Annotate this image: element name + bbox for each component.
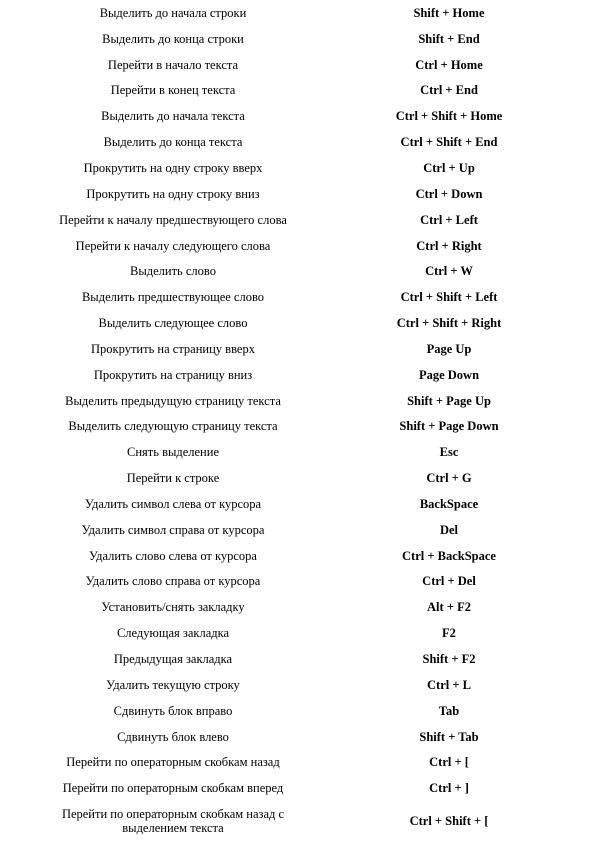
action-cell: Перейти к началу следующего слова	[75, 238, 271, 253]
action-cell: Перейти по операторным скобкам вперед	[62, 781, 284, 796]
table-row	[0, 569, 600, 595]
action-cell: Выделить до конца текста	[103, 135, 243, 150]
shortcut-cell: Shift + F2	[422, 652, 476, 667]
table-row	[0, 801, 600, 841]
table-row	[0, 414, 600, 440]
action-cell: Сдвинуть блок влево	[117, 729, 229, 744]
action-cell: Выделить до начала текста	[101, 109, 245, 124]
shortcut-cell: Page Up	[426, 341, 472, 356]
table-row	[0, 207, 600, 233]
action-cell: Выделить следующее слово	[98, 316, 248, 331]
table-row	[0, 465, 600, 491]
shortcut-cell: Ctrl + Shift + Left	[400, 290, 498, 305]
table-row	[0, 336, 600, 362]
table-row	[0, 0, 600, 26]
action-cell: Перейти в начало текста	[107, 57, 239, 72]
shortcut-cell: BackSpace	[419, 496, 479, 511]
table-row	[0, 620, 600, 646]
action-cell: Снять выделение	[127, 445, 219, 460]
action-cell: Выделить предыдущую страницу текста	[65, 393, 281, 408]
shortcut-cell: Ctrl + L	[427, 677, 471, 692]
shortcut-cell: Shift + Tab	[419, 729, 479, 744]
action-cell: Удалить символ слева от курсора	[84, 496, 262, 511]
shortcut-cell: Esc	[439, 445, 459, 460]
table-row	[0, 543, 600, 569]
action-cell: Удалить символ справа от курсора	[81, 522, 265, 537]
table-row	[0, 181, 600, 207]
action-cell: Удалить слово слева от курсора	[89, 548, 257, 563]
table-row	[0, 310, 600, 336]
shortcut-cell: Page Down	[418, 367, 480, 382]
shortcut-cell: Ctrl + ]	[429, 781, 469, 796]
action-cell: Установить/снять закладку	[101, 600, 245, 615]
shortcut-cell: Ctrl + W	[425, 264, 473, 279]
action-cell: Удалить слово справа от курсора	[85, 574, 261, 589]
table-row	[0, 129, 600, 155]
shortcut-cell: Ctrl + G	[426, 471, 472, 486]
shortcut-cell: Shift + Page Up	[407, 393, 491, 408]
action-cell: Следующая закладка	[116, 626, 230, 641]
table-row	[0, 749, 600, 775]
action-cell: Сдвинуть блок вправо	[113, 703, 233, 718]
action-cell: Перейти к началу предшествующего слова	[59, 212, 287, 227]
shortcut-cell: Ctrl + End	[420, 83, 478, 98]
table-row	[0, 258, 600, 284]
shortcut-cell: Del	[439, 522, 459, 537]
action-cell: Перейти по операторным скобкам назад	[66, 755, 280, 770]
shortcut-cell: Shift + Page Down	[399, 419, 499, 434]
action-cell: Выделить слово	[130, 264, 216, 279]
action-cell: Перейти к строке	[126, 471, 220, 486]
shortcut-cell: Ctrl + Shift + [	[409, 814, 489, 829]
shortcut-cell: Ctrl + Up	[423, 160, 475, 175]
shortcut-cell: Ctrl + Shift + Home	[395, 109, 503, 124]
shortcut-cell: Shift + Home	[413, 5, 485, 20]
shortcut-cell: Ctrl + Shift + Right	[396, 316, 502, 331]
action-cell: Предыдущая закладка	[113, 652, 233, 667]
table-row	[0, 698, 600, 724]
action-cell: Прокрутить на одну строку вверх	[83, 160, 263, 175]
shortcut-cell: Ctrl + Down	[415, 186, 483, 201]
table-row	[0, 775, 600, 801]
table-row	[0, 52, 600, 78]
table-row	[0, 233, 600, 259]
table-row	[0, 155, 600, 181]
shortcut-cell: Ctrl + Left	[420, 212, 478, 227]
shortcut-cell: Ctrl + [	[429, 755, 469, 770]
table-row	[0, 491, 600, 517]
table-row	[0, 724, 600, 750]
shortcut-cell: Tab	[438, 703, 460, 718]
table-row	[0, 26, 600, 52]
action-cell: Выделить следующую страницу текста	[68, 419, 278, 434]
table-row	[0, 646, 600, 672]
action-cell: Перейти по операторным скобкам назад с выделением текста	[61, 807, 285, 836]
action-cell: Удалить текущую строку	[106, 677, 240, 692]
shortcut-cell: Shift + End	[418, 31, 480, 46]
table-row	[0, 388, 600, 414]
action-cell: Выделить до начала строки	[99, 5, 247, 20]
table-row	[0, 362, 600, 388]
table-row	[0, 672, 600, 698]
table-row	[0, 78, 600, 104]
shortcut-cell: Alt + F2	[427, 600, 471, 615]
action-cell: Перейти в конец текста	[110, 83, 236, 98]
shortcut-cell: Ctrl + Shift + End	[400, 135, 498, 150]
shortcut-cell: Ctrl + Home	[415, 57, 483, 72]
action-cell: Прокрутить на страницу вниз	[93, 367, 253, 382]
action-cell: Прокрутить на страницу вверх	[91, 341, 255, 356]
shortcut-cell: Ctrl + BackSpace	[402, 548, 496, 563]
shortcut-cell: F2	[442, 626, 456, 641]
table-row	[0, 284, 600, 310]
action-cell: Выделить предшествующее слово	[81, 290, 265, 305]
action-cell: Прокрутить на одну строку вниз	[86, 186, 260, 201]
action-cell: Выделить до конца строки	[102, 31, 244, 46]
table-row	[0, 103, 600, 129]
table-row	[0, 517, 600, 543]
table-row	[0, 439, 600, 465]
shortcut-cell: Ctrl + Del	[422, 574, 476, 589]
shortcut-cell: Ctrl + Right	[416, 238, 482, 253]
table-row	[0, 594, 600, 620]
